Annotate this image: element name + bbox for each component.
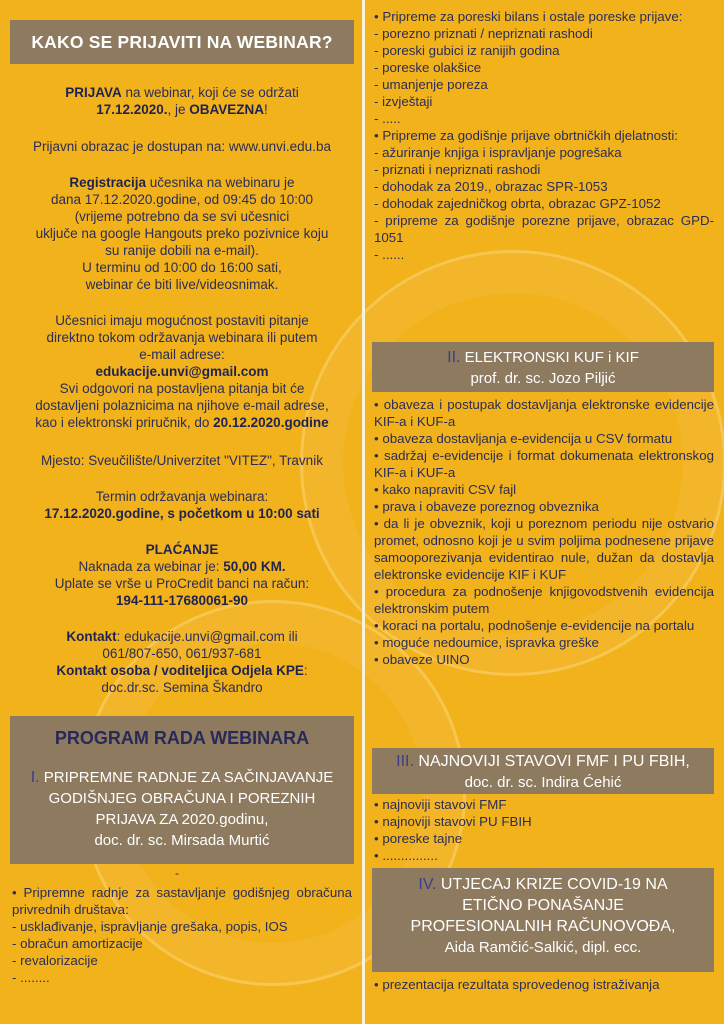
list-item: • Pripreme za poreski bilans i ostale poreske prijave: [374,9,683,24]
list-item: • Pripreme za godišnje prijave obrtničkih djelatnosti: [374,128,678,143]
page-title: KAKO SE PRIJAVITI NA WEBINAR? [10,20,354,64]
section-3-heading: III. NAJNOVIJI STAVOVI FMF I PU FBIH, doc. dr. sc. Indira Ćehić [372,748,714,794]
list-item: - ...... [374,247,405,262]
list-item: - ..... [374,111,401,126]
section-4-heading: IV. UTJECAJ KRIZE COVID-19 NA ETIČNO PONAŠANJE PROFESIONALNIH RAČUNOVOĐA, Aida Ramčić-Salkić, dipl. ecc. [372,868,714,972]
list-item: • procedura za podnošenje knjigovodstvenih evidencija elektronskim putem [374,584,714,616]
payment-info: PLAĆANJE Naknada za webinar je: 50,00 KM. Uplate se vrše u ProCredit banci na račun: 194-111-17680061-90 [54,542,310,608]
list-item: - usklađivanje, ispravljanje grešaka, popis, IOS [12,919,288,934]
section-1-dash: - [175,866,179,880]
list-item: - priznati i nepriznati rashodi [374,162,541,177]
list-item: • najnoviji stavovi FMF [374,797,507,812]
program-title: PROGRAM RADA WEBINARA [54,728,310,748]
list-item: - dohodak za 2019., obrazac SPR-1053 [374,179,608,194]
webinar-term: Termin održavanja webinara: 17.12.2020.godine, s početkom u 10:00 sati [44,489,320,521]
section-1-heading: I. PRIPREMNE RADNJE ZA SAČINJAVANJE GODIŠNJEG OBRAČUNA I POREZNIH PRIJAVA ZA 2020.godinu, doc. dr. sc. Mirsada Murtić [30,769,334,849]
list-item: - poreski gubici iz ranijih godina [374,43,560,58]
list-item: • obaveze UINO [374,652,470,667]
program-box [10,716,354,864]
list-item: • prava i obaveze poreznog obveznika [374,499,599,514]
section-2-heading: II. ELEKTRONSKI KUF i KIF prof. dr. sc. Jozo Piljić [372,342,714,392]
list-item: - dohodak zajedničkog obrta, obrazac GPZ-1052 [374,196,661,211]
section-3-list [374,796,714,864]
bank-account: 194-111-17680061-90 [115,593,249,608]
list-item: - izvještaji [374,94,433,109]
list-item: • da li je obveznik, koji u poreznom periodu nije ostvario promet, odnosno koji je u svim poljima podnesene prijave samooporezivanja evidentirao nule, dužan da dostavlja elektronske evidencije KIF i KUF [374,516,714,582]
list-item: - umanjenje poreza [374,77,488,92]
list-item: - pripreme za godišnje porezne prijave, obrazac GPD- 1051 [374,213,714,245]
list-item: - ........ [12,970,50,985]
list-item: • Pripremne radnje za sastavljanje godišnjeg obračuna privrednih društava: [12,885,352,917]
list-item: • moguće nedoumice, ispravka greške [374,635,599,650]
list-item: • koraci na portalu, podnošenje e-evidencije na portalu [374,618,695,633]
contact-info: Kontakt: edukacije.unvi@gmail.com ili 061/807-650, 061/937-681 Kontakt osoba / voditeljica Odjela KPE: doc.dr.sc. Semina Škandro [56,629,308,695]
list-item: • poreske tajne [374,831,463,846]
list-item: - obračun amortizacije [12,936,143,951]
registration-required: PRIJAVA na webinar, koji će se održati 17.12.2020., je OBAVEZNA! [65,85,299,117]
list-item: - porezno priznati / nepriznati rashodi [374,26,593,41]
list-item: - poreske olakšice [374,60,482,75]
registration-info: Registracija učesnika na webinaru je dana 17.12.2020.godine, od 09:45 do 10:00 (vrijeme potrebno da se svi učesnici uključe na google Hangouts preko pozivnice koju su ranije dobili na e-mail). U terminu od 10:00 do 16:00 sati, webinar će biti live/videosnimak. [35,175,329,292]
list-item: • ............... [374,848,438,863]
location: Mjesto: Sveučilište/Univerzitet "VITEZ", Travnik [41,453,323,468]
form-availability: Prijavni obrazac je dostupan na: www.unvi.edu.ba [33,139,331,154]
contact-email: edukacije.unvi@gmail.com [95,364,269,379]
list-item: • prezentacija rezultata sprovedenog istraživanja [374,977,660,992]
section-4-list [374,976,674,993]
payment-title: PLAĆANJE [145,542,219,557]
list-item: - ažuriranje knjiga i ispravljanje pogrešaka [374,145,622,160]
list-item: • obaveza i postupak dostavljanja elektronske evidencije KIF-a i KUF-a [374,397,714,429]
list-item: • kako napraviti CSV fajl [374,482,517,497]
column-divider [362,0,365,1024]
list-item: - revalorizacije [12,953,98,968]
list-item: • najnoviji stavovi PU FBIH [374,814,532,829]
section-1-list-continued [374,8,714,263]
list-item: • obaveza dostavljanja e-evidencija u CSV formatu [374,431,673,446]
list-item: • sadržaj e-evidencije i format dokumenata elektronskog KIF-a i KUF-a [374,448,714,480]
section-2-list [374,396,714,668]
section-1-list [12,884,352,986]
questions-info: Učesnici imaju mogućnost postaviti pitanje direktno tokom održavanja webinara ili putem e-mail adrese: edukacije.unvi@gmail.com Svi odgovori na postavljena pitanja bit će dostavljeni polaznicima na njihove e-mail adrese, kao i elektronski priručnik, do 20.12.2020.godine [35,313,329,430]
